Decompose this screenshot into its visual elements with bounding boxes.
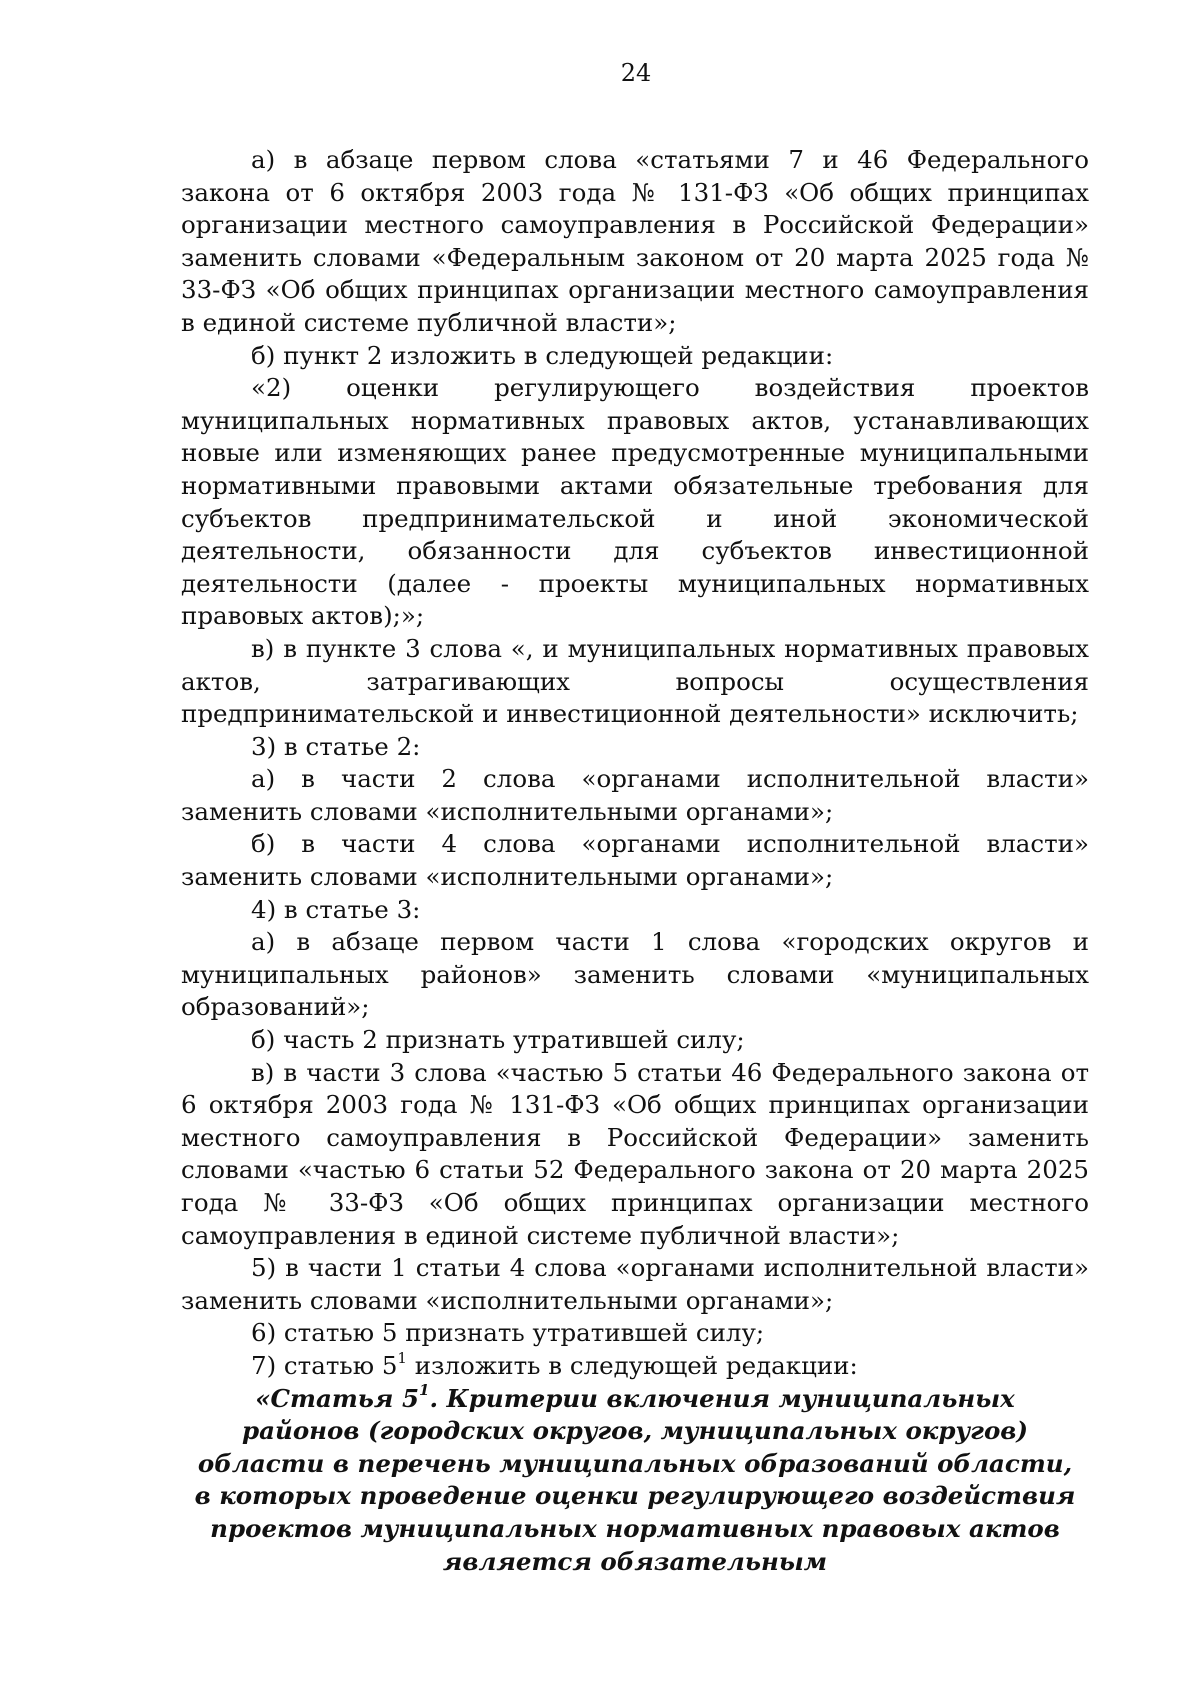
item-7-before: 7) статью 5	[251, 1350, 398, 1380]
paragraph-item-3a: а) в части 2 слова «органами исполнительной власти» заменить словами «исполнительными органами»;	[181, 764, 1089, 826]
page-number: 24	[620, 59, 652, 87]
paragraph-item-4b: б) часть 2 признать утратившей силу;	[251, 1025, 745, 1055]
paragraph-item-4v: в) в части 3 слова «частью 5 статьи 46 Федерального закона от 6 октября 2003 года № 131-ФЗ «Об общих принципах организации местного самоуправления в Российской Федерации» заменить словами «частью 6 статьи 52 Федерального закона от 20 марта 2025 года № 33-ФЗ «Об общих принципах организации местного самоуправления в единой системе публичной власти»;	[181, 1057, 1089, 1250]
heading-superscript: 1	[419, 1381, 430, 1400]
paragraph-item-3b: б) в части 4 слова «органами исполнительной власти» заменить словами «исполнительными органами»;	[181, 829, 1089, 892]
paragraph-item-6: 6) статью 5 признать утратившей силу;	[251, 1318, 765, 1348]
item-7-after: изложить в следующей редакции:	[406, 1350, 858, 1380]
paragraph-item-3: 3) в статье 2:	[251, 731, 421, 761]
paragraph-item-2a: а) в абзаце первом слова «статьями 7 и 46 Федерального закона от 6 октября 2003 года № 131-ФЗ «Об общих принципах организации местного самоуправления в Российской Федерации» заменить словами «Федеральным законом от 20 марта 2025 года № 33-ФЗ «Об общих принципах организации местного самоуправления в единой системе публичной власти»;	[181, 145, 1089, 337]
paragraph-point-2-text: «2) оценки регулирующего воздействия проектов муниципальных нормативных правовых актов, устанавливающих новые или изменяющих ранее предусмотренные муниципальными нормативными правовыми актами обязательные требования для субъектов предпринимательской и иной экономической деятельности, обязанности для субъектов инвестиционной деятельности (далее - проекты муниципальных нормативных правовых актов);»;	[181, 373, 1089, 631]
paragraph-item-2v: в) в пункте 3 слова «, и муниципальных нормативных правовых актов, затрагивающих вопросы осуществления предпринимательской и инвестиционной деятельности» исключить;	[181, 633, 1089, 729]
document-body	[181, 144, 1089, 1578]
paragraph-item-7	[181, 1350, 1089, 1383]
paragraph-item-5: 5) в части 1 статьи 4 слова «органами исполнительной власти» заменить словами «исполнительными органами»;	[181, 1253, 1089, 1315]
paragraph-item-2b: б) пункт 2 изложить в следующей редакции:	[251, 340, 834, 370]
paragraph-item-4a: а) в абзаце первом части 1 слова «городских округов и муниципальных районов» заменить словами «муниципальных образований»;	[181, 927, 1089, 1022]
heading-prefix: «Статья 5	[255, 1383, 419, 1413]
heading-text: . Критерии включения муниципальных районов (городских округов, муниципальных округов) области в перечень муниципальных образований области, в которых проведение оценки регулирующего воздействия проектов муниципальных нормативных правовых актов является обязательным	[194, 1383, 1076, 1576]
item-7-superscript: 1	[397, 1348, 407, 1367]
paragraph-item-4: 4) в статье 3:	[251, 894, 421, 924]
article-heading	[181, 1383, 1089, 1579]
